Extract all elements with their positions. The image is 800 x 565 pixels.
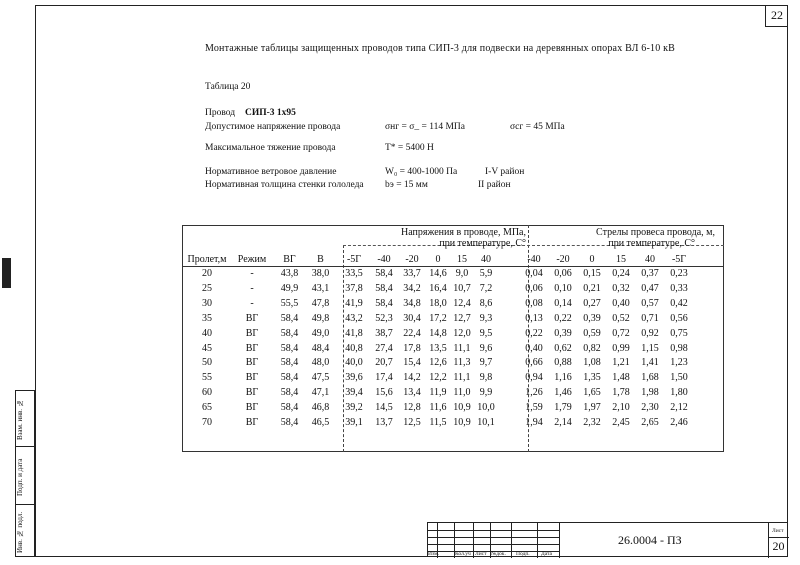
table-cell: 1,46: [554, 387, 572, 399]
table-cell: 0,47: [641, 282, 659, 294]
table-cell: 12,2: [429, 372, 447, 384]
table-cell: 0,06: [525, 282, 543, 294]
table-cell: 58,4: [280, 312, 299, 324]
table-cell: ВГ: [245, 387, 259, 399]
table-cell: 0,40: [525, 342, 543, 354]
table-cell: 0,71: [641, 312, 659, 324]
table-cell: 12,7: [453, 312, 471, 324]
table-cell: 0,22: [554, 312, 572, 324]
table-cell: 39,4: [345, 387, 363, 399]
table-cell: 37,8: [345, 282, 363, 294]
table-cell: ВГ: [245, 312, 259, 324]
table-cell: 43,2: [345, 312, 363, 324]
table-cell: 0,88: [554, 357, 572, 369]
col-header: Пролет,м: [187, 254, 227, 265]
table-row: [182, 372, 724, 387]
allowed-stress-value2: σсг = 45 МПа: [510, 122, 565, 132]
table-cell: 0,66: [525, 357, 543, 369]
document-code: 26.0004 - ПЗ: [618, 533, 682, 547]
table-cell: 9,9: [479, 387, 493, 399]
table-cell: 16,4: [429, 282, 447, 294]
table-cell: 38,7: [375, 327, 393, 339]
table-row: [182, 357, 724, 372]
table-cell: 46,5: [311, 417, 330, 428]
col-header: -5Г: [671, 254, 687, 265]
table-row: [182, 387, 724, 402]
table-cell: 0,32: [612, 282, 630, 294]
table-cell: 1,78: [612, 387, 630, 399]
table-cell: 60: [202, 387, 212, 399]
table-cell: 1,59: [525, 402, 543, 414]
table-cell: 25: [202, 282, 212, 294]
wire-value: СИП-3 1х95: [245, 108, 296, 118]
table-cell: 30,4: [403, 312, 421, 324]
table-cell: 0,82: [583, 342, 601, 354]
table-row: [182, 313, 724, 328]
table-cell: 58,4: [280, 327, 299, 339]
table-cell: 65: [202, 402, 212, 414]
table-cell: 1,80: [670, 387, 688, 399]
table-cell: 40: [202, 327, 212, 339]
col-header: -40: [527, 254, 541, 265]
table-cell: 1,15: [641, 342, 659, 354]
stamp-label-list: Лист: [475, 551, 487, 557]
col-header: -40: [377, 254, 391, 265]
table-cell: 11,5: [429, 417, 447, 428]
table-cell: 17,8: [403, 342, 421, 354]
table-cell: 20: [202, 268, 212, 279]
table-cell: 11,1: [453, 342, 471, 354]
table-cell: 13,7: [375, 417, 393, 428]
table-cell: 11,9: [429, 387, 447, 399]
table-cell: 2,10: [612, 402, 630, 414]
table-cell: 58,4: [280, 342, 299, 354]
table-cell: 14,6: [429, 268, 447, 279]
stamp-label-sign: Подп.: [516, 551, 530, 557]
table-cell: 58,4: [375, 268, 393, 279]
table-cell: 50: [202, 357, 212, 369]
table-row: [182, 283, 724, 298]
table-cell: 58,4: [280, 402, 299, 414]
table-cell: 12,6: [429, 357, 447, 369]
table-cell: 9,0: [455, 268, 469, 279]
table-cell: 58,4: [280, 417, 299, 428]
table-cell: 0,14: [554, 297, 572, 309]
ice-region: II район: [478, 180, 511, 190]
table-cell: 0,37: [641, 268, 659, 279]
table-cell: 0,13: [525, 312, 543, 324]
table-cell: 1,26: [525, 387, 543, 399]
table-cell: 10,9: [453, 402, 471, 414]
table-cell: 11,0: [453, 387, 471, 399]
table-cell: ВГ: [245, 357, 259, 369]
col-header: ВГ: [283, 254, 296, 265]
table-header-row: [182, 254, 724, 269]
table-cell: 0,10: [554, 282, 572, 294]
table-cell: -: [250, 268, 254, 279]
table-cell: 58,4: [280, 357, 299, 369]
table-cell: 34,2: [403, 282, 421, 294]
table-cell: 35: [202, 312, 212, 324]
table-cell: 33,5: [345, 268, 363, 279]
table-cell: 2,45: [612, 417, 630, 428]
table-cell: 0,23: [670, 268, 688, 279]
col-header: -5Г: [346, 254, 362, 265]
table-cell: 14,5: [375, 402, 393, 414]
table-cell: 0,39: [554, 327, 572, 339]
table-cell: 49,8: [311, 312, 330, 324]
table-cell: 15,6: [375, 387, 393, 399]
col-header: 0: [589, 254, 595, 265]
table-cell: 49,0: [311, 327, 330, 339]
table-cell: 0,94: [525, 372, 543, 384]
table-cell: 46,8: [311, 402, 330, 414]
table-cell: 55,5: [280, 297, 299, 309]
table-row: [182, 268, 724, 283]
allowed-stress-value: σнг = σ_ = 114 МПа: [385, 122, 465, 132]
col-header: Режим: [237, 254, 267, 265]
table-cell: 0,27: [583, 297, 601, 309]
table-cell: 34,8: [403, 297, 421, 309]
table-cell: 70: [202, 417, 212, 428]
table-cell: 9,3: [479, 312, 493, 324]
table-cell: 1,21: [612, 357, 630, 369]
table-cell: 48,4: [311, 342, 330, 354]
table-cell: 1,08: [583, 357, 601, 369]
table-cell: 1,50: [670, 372, 688, 384]
table-cell: 0,59: [583, 327, 601, 339]
table-row: [182, 298, 724, 313]
table-label: Таблица 20: [205, 82, 251, 92]
table-cell: 47,5: [311, 372, 330, 384]
table-cell: 10,9: [453, 417, 471, 428]
col-header: 15: [616, 254, 626, 265]
side-label-sign: Подп. и дата: [16, 458, 24, 496]
table-cell: 0,15: [583, 268, 601, 279]
table-cell: 1,79: [554, 402, 572, 414]
table-cell: 5,9: [479, 268, 493, 279]
table-cell: 2,30: [641, 402, 659, 414]
table-cell: 9,7: [479, 357, 493, 369]
table-cell: 0,06: [554, 268, 572, 279]
col-header: -20: [405, 254, 419, 265]
table-cell: 11,1: [453, 372, 471, 384]
sheet-number-bottom: 20: [772, 539, 785, 553]
table-cell: ВГ: [245, 342, 259, 354]
table-cell: 11,6: [429, 402, 447, 414]
ice-value: bэ = 15 мм: [385, 180, 428, 190]
table-cell: 43,8: [280, 268, 299, 279]
table-cell: 17,4: [375, 372, 393, 384]
table-cell: 0,57: [641, 297, 659, 309]
group2-title-2: при температуре, C°: [608, 238, 695, 249]
table-cell: 12,0: [453, 327, 471, 339]
table-cell: 47,1: [311, 387, 330, 399]
side-label-replace: Взам. инв. №: [16, 399, 24, 441]
table-cell: 1,94: [525, 417, 543, 428]
side-label-inv: Инв. № подл.: [16, 511, 24, 553]
table-cell: 20,7: [375, 357, 393, 369]
document-title: Монтажные таблицы защищенных проводов типа СИП-3 для подвески на деревянных опорах ВЛ 6-10 кВ: [205, 43, 676, 54]
table-cell: 45: [202, 342, 212, 354]
table-cell: 14,8: [429, 327, 447, 339]
table-cell: 0,98: [670, 342, 688, 354]
table-cell: 9,8: [479, 372, 493, 384]
stamp-label-izm: Изм.: [428, 551, 439, 557]
table-cell: 12,8: [403, 402, 421, 414]
table-cell: 0,04: [525, 268, 543, 279]
group1-title-2: при температуре, C°: [439, 238, 526, 249]
table-cell: 11,3: [453, 357, 471, 369]
table-cell: 1,35: [583, 372, 601, 384]
table-cell: 12,4: [453, 297, 471, 309]
wind-label: Нормативное ветровое давление: [205, 167, 337, 177]
table-cell: 49,9: [280, 282, 299, 294]
table-row: [182, 328, 724, 343]
table-cell: 48,0: [311, 357, 330, 369]
title-block: [427, 522, 788, 557]
table-cell: 0,21: [583, 282, 601, 294]
table-cell: 39,2: [345, 402, 363, 414]
table-cell: 41,8: [345, 327, 363, 339]
table-cell: 0,99: [612, 342, 630, 354]
table-cell: 43,1: [311, 282, 330, 294]
max-tension-label: Максимальное тяжение провода: [205, 143, 336, 153]
wind-value: W₀ = 400-1000 Па: [385, 167, 458, 177]
table-row: [182, 402, 724, 417]
col-header: 15: [457, 254, 467, 265]
table-cell: 47,8: [311, 297, 330, 309]
table-cell: 2,14: [554, 417, 572, 428]
col-header: В: [317, 254, 324, 265]
table-cell: 58,4: [375, 297, 393, 309]
table-cell: 33,7: [403, 268, 421, 279]
table-cell: 17,2: [429, 312, 447, 324]
col-header: -20: [556, 254, 570, 265]
table-cell: 30: [202, 297, 212, 309]
table-cell: 1,98: [641, 387, 659, 399]
table-cell: 40,8: [345, 342, 363, 354]
table-cell: 10,7: [453, 282, 471, 294]
table-cell: 13,4: [403, 387, 421, 399]
col-header: 40: [481, 254, 491, 265]
table-cell: ВГ: [245, 372, 259, 384]
table-cell: 9,5: [479, 327, 493, 339]
table-cell: 1,41: [641, 357, 659, 369]
table-cell: 39,6: [345, 372, 363, 384]
table-cell: 40,0: [345, 357, 363, 369]
table-cell: 0,40: [612, 297, 630, 309]
table-cell: 18,0: [429, 297, 447, 309]
table-cell: 2,32: [583, 417, 601, 428]
table-cell: 10,1: [477, 417, 495, 428]
table-cell: 27,4: [375, 342, 393, 354]
col-header: 40: [645, 254, 655, 265]
table-cell: 0,72: [612, 327, 630, 339]
table-cell: 8,6: [479, 297, 493, 309]
table-cell: 2,65: [641, 417, 659, 428]
table-cell: 0,52: [612, 312, 630, 324]
group1-title-1: Напряжения в проводе, МПа,: [400, 227, 526, 238]
table-cell: 41,9: [345, 297, 363, 309]
ice-label: Нормативная толщина стенки гололеда: [205, 180, 364, 190]
table-cell: 10,0: [477, 402, 495, 414]
table-cell: 22,4: [403, 327, 421, 339]
table-cell: -: [250, 297, 254, 309]
table-cell: 0,33: [670, 282, 688, 294]
binding-mark: [2, 258, 11, 288]
table-cell: ВГ: [245, 417, 259, 428]
col-header: 0: [435, 254, 441, 265]
table-cell: 1,68: [641, 372, 659, 384]
table-cell: 39,1: [345, 417, 363, 428]
table-cell: 58,4: [280, 372, 299, 384]
table-cell: 0,56: [670, 312, 688, 324]
table-cell: 1,97: [583, 402, 601, 414]
table-cell: 0,22: [525, 327, 543, 339]
table-cell: 1,65: [583, 387, 601, 399]
table-cell: 0,08: [525, 297, 543, 309]
table-cell: 0,62: [554, 342, 572, 354]
table-cell: 0,92: [641, 327, 659, 339]
sheet-number-top: 22: [765, 5, 788, 27]
table-cell: 2,46: [670, 417, 688, 428]
table-cell: 0,24: [612, 268, 630, 279]
table-cell: 38,0: [311, 268, 330, 279]
side-signature-strip: [15, 390, 35, 557]
table-cell: 1,48: [612, 372, 630, 384]
table-cell: 9,6: [479, 342, 493, 354]
table-cell: 58,4: [280, 387, 299, 399]
stamp-label-date: Дата: [541, 551, 552, 557]
table-cell: ВГ: [245, 327, 259, 339]
table-cell: -: [250, 282, 254, 294]
table-cell: 1,23: [670, 357, 688, 369]
table-cell: 15,4: [403, 357, 421, 369]
max-tension-value: Т* = 5400 Н: [385, 143, 434, 153]
table-cell: 7,2: [479, 282, 493, 294]
table-cell: 58,4: [375, 282, 393, 294]
table-cell: 0,42: [670, 297, 688, 309]
table-cell: 14,2: [403, 372, 421, 384]
group2-title-1: Стрелы провеса провода, м,: [596, 227, 715, 238]
table-row: [182, 343, 724, 358]
wind-region: I-V район: [485, 167, 525, 177]
table-cell: 0,75: [670, 327, 688, 339]
allowed-stress-label: Допустимое напряжение провода: [205, 122, 341, 132]
table-row: [182, 417, 724, 432]
table-cell: 2,12: [670, 402, 688, 414]
table-cell: 1,16: [554, 372, 572, 384]
table-cell: 12,5: [403, 417, 421, 428]
stamp-label-doc: №док.: [491, 551, 506, 557]
table-cell: 52,3: [375, 312, 393, 324]
table-cell: 13,5: [429, 342, 447, 354]
stamp-label-koluch: Кол.уч: [455, 551, 471, 557]
table-cell: ВГ: [245, 402, 259, 414]
wire-label: Провод: [205, 108, 236, 118]
table-cell: 55: [202, 372, 212, 384]
table-cell: 0,39: [583, 312, 601, 324]
stamp-sheet-label: Лист: [772, 528, 784, 534]
